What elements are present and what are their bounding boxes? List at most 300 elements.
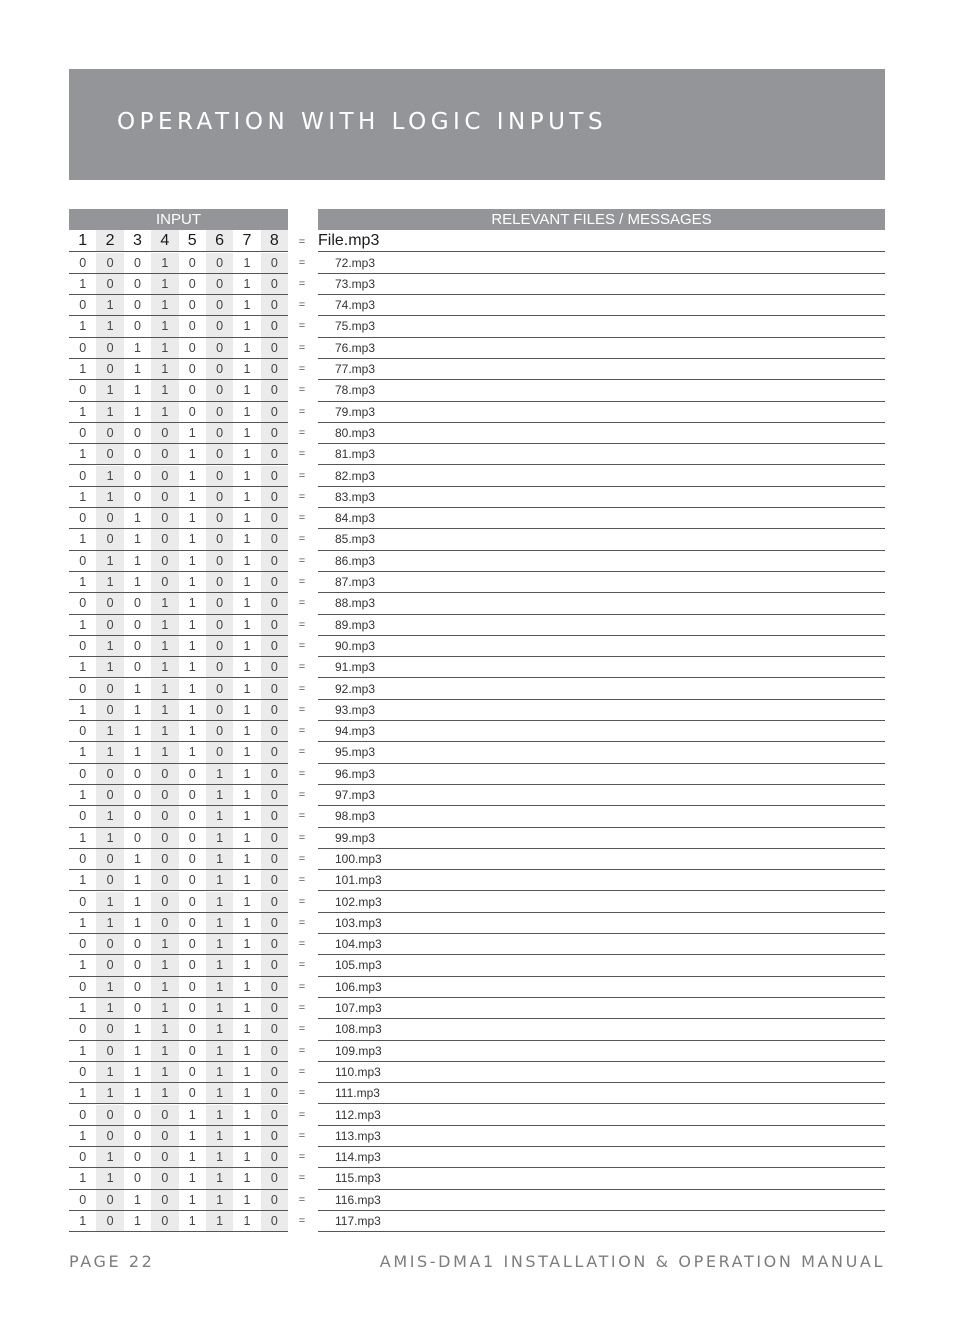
file-cell — [318, 1105, 885, 1126]
input-bit: 0 — [79, 1022, 87, 1037]
title-banner — [69, 69, 885, 180]
file-name: 111.mp3 — [335, 1086, 380, 1101]
input-bit: 1 — [133, 340, 141, 355]
input-bit: 1 — [133, 1064, 141, 1079]
table-row — [69, 466, 885, 487]
input-bit: 1 — [151, 359, 178, 380]
input-bit: 1 — [79, 447, 87, 462]
table-row — [69, 721, 885, 742]
input-bit: 1 — [79, 489, 87, 504]
input-bit: 1 — [133, 681, 141, 696]
equals-sign: = — [298, 576, 306, 588]
input-bit: 0 — [151, 1126, 178, 1147]
input-bit: 1 — [243, 1171, 251, 1186]
input-bit: 0 — [261, 636, 288, 657]
input-bit: 1 — [206, 913, 233, 934]
input-bit: 0 — [261, 955, 288, 976]
input-bit: 0 — [261, 529, 288, 550]
equals-sign: = — [298, 1193, 306, 1206]
input-bit: 0 — [188, 340, 196, 355]
input-bit: 1 — [96, 487, 123, 508]
input-bit: 0 — [96, 955, 123, 976]
table-row — [69, 423, 885, 444]
table-row — [69, 402, 885, 423]
input-bit: 0 — [206, 721, 233, 742]
bit-cells — [69, 508, 288, 529]
input-bit: 1 — [151, 977, 178, 998]
input-bit: 0 — [188, 1086, 196, 1101]
input-bit: 1 — [79, 532, 87, 547]
table-row — [69, 742, 885, 763]
input-bit: 1 — [188, 575, 196, 589]
input-bit: 1 — [206, 764, 233, 785]
input-bit: 1 — [96, 1168, 123, 1189]
input-bit: 1 — [243, 532, 251, 547]
input-bit: 0 — [96, 679, 123, 700]
file-name: 85.mp3 — [335, 532, 376, 547]
input-bit: 0 — [261, 870, 288, 891]
input-bit: 0 — [133, 468, 141, 483]
input-bit: 0 — [79, 979, 87, 994]
input-bit: 0 — [206, 700, 233, 721]
input-bit: 1 — [151, 955, 178, 976]
input-bit: 1 — [188, 1107, 196, 1122]
file-name: 80.mp3 — [335, 425, 376, 440]
file-name: 75.mp3 — [335, 319, 376, 334]
input-bit: 1 — [96, 657, 123, 678]
input-bit: 1 — [79, 404, 87, 419]
file-name: 105.mp3 — [335, 958, 382, 973]
input-bit: 1 — [79, 1171, 87, 1186]
file-cell — [318, 679, 885, 700]
equals-sign: = — [298, 554, 306, 567]
equals-sign: = — [298, 852, 306, 865]
input-bit: 0 — [261, 1083, 288, 1104]
table-row — [69, 1190, 885, 1211]
input-bit: 0 — [206, 742, 233, 763]
input-bit: 1 — [96, 380, 123, 401]
table-row — [69, 828, 885, 849]
table-row — [69, 359, 885, 380]
input-bit: 1 — [188, 638, 196, 653]
input-bit: 1 — [243, 383, 251, 398]
equals-sign: = — [298, 384, 306, 397]
input-bit: 0 — [188, 851, 196, 866]
input-bit: 1 — [151, 338, 178, 359]
bit-cells — [69, 1147, 288, 1168]
input-bit: 0 — [151, 444, 178, 465]
file-cell — [318, 721, 885, 742]
input-bit: 0 — [206, 529, 233, 550]
bit-cells — [69, 892, 288, 913]
input-bit: 0 — [151, 551, 178, 572]
input-bit: 0 — [188, 788, 196, 802]
input-bit: 1 — [96, 828, 123, 849]
input-bit: 1 — [133, 511, 141, 526]
file-cell — [318, 1126, 885, 1147]
input-bit: 0 — [96, 615, 123, 636]
input-bit: 1 — [243, 979, 251, 994]
input-bit: 1 — [79, 958, 87, 973]
input-bit: 1 — [206, 1041, 233, 1062]
input-bit: 1 — [133, 553, 141, 568]
input-bit: 1 — [79, 660, 87, 675]
input-bit: 1 — [133, 575, 141, 589]
input-bit: 0 — [206, 316, 233, 337]
table-row — [69, 1083, 885, 1104]
input-bit: 1 — [206, 892, 233, 913]
file-name: 106.mp3 — [335, 979, 382, 994]
input-bit: 0 — [261, 1019, 288, 1040]
input-bit: 0 — [96, 1041, 123, 1062]
input-bit: 0 — [261, 1041, 288, 1062]
file-cell — [318, 359, 885, 380]
input-bit: 0 — [206, 572, 233, 593]
input-bit: 0 — [188, 298, 196, 313]
input-bit: 0 — [261, 466, 288, 487]
input-bit: 1 — [79, 873, 87, 888]
file-cell — [318, 934, 885, 955]
bit-cells — [69, 316, 288, 337]
input-bit: 0 — [133, 1150, 141, 1165]
equals-sign: = — [298, 661, 306, 674]
input-bit: 1 — [243, 851, 251, 866]
equals-sign: = — [298, 703, 306, 716]
equals-sign: = — [298, 1172, 306, 1185]
input-bit: 0 — [206, 402, 233, 423]
input-bit: 1 — [188, 425, 196, 440]
input-bit: 0 — [151, 508, 178, 529]
table-row — [69, 572, 885, 593]
file-name: 82.mp3 — [335, 468, 376, 483]
input-bit: 1 — [243, 617, 251, 632]
input-bit: 0 — [261, 572, 288, 593]
input-bit: 0 — [261, 1190, 288, 1211]
input-bit: 1 — [79, 745, 87, 760]
input-bit: 0 — [96, 274, 123, 295]
input-bit: 0 — [133, 830, 141, 845]
input-bit: 0 — [79, 255, 87, 270]
table-row — [69, 380, 885, 401]
table-row — [69, 316, 885, 337]
input-bit: 1 — [133, 1214, 141, 1228]
input-bit: 0 — [261, 679, 288, 700]
input-bit: 1 — [243, 830, 251, 845]
input-bit: 0 — [261, 316, 288, 337]
input-bit: 0 — [261, 359, 288, 380]
file-cell — [318, 444, 885, 465]
input-bit: 1 — [151, 615, 178, 636]
file-name: 72.mp3 — [335, 255, 376, 270]
input-bit: 1 — [79, 915, 87, 930]
input-bit: 0 — [261, 1147, 288, 1168]
file-cell — [318, 274, 885, 295]
input-bit: 0 — [261, 274, 288, 295]
file-name: 113.mp3 — [335, 1128, 381, 1143]
input-bit: 1 — [243, 575, 251, 589]
bit-cells — [69, 529, 288, 550]
input-bit: 1 — [243, 660, 251, 675]
input-bit: 1 — [96, 572, 123, 593]
input-bit: 0 — [206, 253, 233, 274]
equals-sign: = — [298, 512, 306, 525]
input-bit: 0 — [96, 700, 123, 721]
input-number-cells — [69, 230, 288, 252]
input-bit: 1 — [243, 298, 251, 313]
input-bit: 1 — [151, 380, 178, 401]
file-name: 108.mp3 — [335, 1022, 382, 1037]
bit-cells — [69, 764, 288, 785]
input-bit: 0 — [133, 638, 141, 653]
table-row — [69, 508, 885, 529]
input-bit: 0 — [96, 934, 123, 955]
input-bit: 1 — [151, 402, 178, 423]
input-bit: 1 — [79, 319, 87, 334]
equals-sign: = — [298, 320, 306, 333]
file-cell — [318, 253, 885, 274]
input-bit: 1 — [206, 1147, 233, 1168]
input-bit: 0 — [261, 700, 288, 721]
file-cell — [318, 572, 885, 593]
table-row — [69, 913, 885, 934]
input-bit: 0 — [133, 489, 141, 504]
file-cell — [318, 1168, 885, 1189]
input-bit: 1 — [133, 532, 141, 547]
input-bit: 0 — [133, 319, 141, 334]
input-bit: 0 — [79, 511, 87, 526]
input-bit: 1 — [188, 660, 196, 675]
input-bit: 0 — [261, 615, 288, 636]
input-number: 7 — [242, 232, 252, 249]
input-bit: 0 — [188, 766, 196, 781]
input-bit: 0 — [188, 276, 196, 291]
table-row — [69, 700, 885, 721]
input-bit: 0 — [261, 849, 288, 870]
input-bit: 0 — [151, 466, 178, 487]
input-bit: 1 — [151, 316, 178, 337]
table-row — [69, 764, 885, 785]
file-cell — [318, 529, 885, 550]
manual-title: AMIS-DMA1 INSTALLATION & OPERATION MANUAL — [379, 1252, 885, 1271]
input-bit: 0 — [151, 828, 178, 849]
input-bit: 0 — [96, 529, 123, 550]
input-bit: 0 — [79, 298, 87, 313]
table-row — [69, 1147, 885, 1168]
input-bit: 1 — [243, 702, 251, 717]
table-row — [69, 615, 885, 636]
bit-cells — [69, 274, 288, 295]
input-bit: 0 — [96, 338, 123, 359]
input-bit: 0 — [188, 1001, 196, 1015]
input-bit: 1 — [79, 702, 87, 717]
input-bit: 1 — [188, 1150, 196, 1165]
input-bit: 0 — [206, 295, 233, 316]
input-bit: 0 — [261, 657, 288, 678]
input-bit: 0 — [79, 1192, 87, 1207]
input-bit: 0 — [206, 593, 233, 614]
equals-sign: = — [298, 1215, 306, 1227]
input-bit: 0 — [188, 937, 196, 952]
file-cell — [318, 316, 885, 337]
input-bit: 1 — [133, 851, 141, 866]
input-bit: 0 — [261, 998, 288, 1019]
input-bit: 1 — [243, 489, 251, 504]
input-bit: 0 — [79, 596, 87, 611]
table-row — [69, 253, 885, 274]
input-bit: 1 — [188, 447, 196, 462]
input-bit: 1 — [243, 255, 251, 270]
file-name: 98.mp3 — [335, 809, 376, 824]
input-bit: 0 — [96, 359, 123, 380]
equals-sign: = — [298, 682, 306, 695]
input-bit: 0 — [206, 444, 233, 465]
page-number: PAGE 22 — [69, 1252, 155, 1271]
input-bit: 1 — [243, 276, 251, 291]
input-bit: 1 — [206, 849, 233, 870]
equals-sign: = — [298, 639, 306, 652]
bit-cells — [69, 679, 288, 700]
input-bit: 1 — [188, 1214, 196, 1228]
file-cell — [318, 913, 885, 934]
input-bit: 0 — [206, 657, 233, 678]
input-bit: 0 — [206, 508, 233, 529]
input-bit: 0 — [188, 915, 196, 930]
input-bit: 0 — [79, 425, 87, 440]
input-bit: 0 — [79, 809, 87, 824]
bit-cells — [69, 721, 288, 742]
bit-cells — [69, 1211, 288, 1232]
input-bit: 0 — [133, 617, 141, 632]
input-bit: 0 — [261, 444, 288, 465]
file-name: 109.mp3 — [335, 1043, 382, 1058]
input-bit: 0 — [261, 1126, 288, 1147]
input-bit: 0 — [96, 1190, 123, 1211]
input-bit: 1 — [206, 828, 233, 849]
input-bit: 1 — [243, 1214, 251, 1228]
input-bit: 1 — [96, 977, 123, 998]
input-bit: 1 — [96, 295, 123, 316]
input-bit: 0 — [79, 1107, 87, 1122]
input-bit: 1 — [79, 617, 87, 632]
input-bit: 0 — [133, 425, 141, 440]
input-bit: 0 — [133, 276, 141, 291]
bit-cells — [69, 551, 288, 572]
input-bit: 1 — [188, 596, 196, 611]
bit-cells — [69, 1105, 288, 1126]
input-bit: 1 — [243, 1064, 251, 1079]
input-bit: 1 — [188, 489, 196, 504]
equals-sign: = — [298, 1129, 306, 1142]
input-bit: 1 — [96, 1083, 123, 1104]
input-bit: 0 — [79, 638, 87, 653]
file-cell — [318, 593, 885, 614]
equals-sign: = — [298, 1108, 306, 1121]
equals-sign: = — [298, 533, 306, 546]
input-bit: 0 — [96, 508, 123, 529]
bit-cells — [69, 785, 288, 806]
input-bit: 1 — [243, 958, 251, 973]
file-cell — [318, 700, 885, 721]
bit-cells — [69, 572, 288, 593]
input-bit: 0 — [261, 785, 288, 806]
input-bit: 0 — [261, 828, 288, 849]
input-bit: 1 — [151, 253, 178, 274]
input-bit: 0 — [133, 766, 141, 781]
file-name: 91.mp3 — [335, 660, 376, 675]
input-bit: 1 — [243, 1150, 251, 1165]
table-row — [69, 870, 885, 891]
equals-sign: = — [298, 874, 306, 887]
input-number: 3 — [132, 232, 142, 249]
table-row — [69, 806, 885, 827]
table-row — [69, 892, 885, 913]
equals-sign: = — [298, 341, 306, 354]
input-bit: 1 — [151, 593, 178, 614]
input-bit: 0 — [188, 362, 196, 376]
bit-cells — [69, 1083, 288, 1104]
input-bit: 1 — [188, 1128, 196, 1143]
input-bit: 1 — [206, 1211, 233, 1232]
table-row — [69, 1041, 885, 1062]
input-bit: 1 — [96, 998, 123, 1019]
equals-sign: = — [298, 469, 306, 482]
file-name: 94.mp3 — [335, 724, 376, 739]
equals-sign: = — [298, 1087, 306, 1100]
file-name: 88.mp3 — [335, 596, 376, 611]
equals-sign: = — [298, 789, 306, 801]
table-row — [69, 444, 885, 465]
input-bit: 1 — [151, 700, 178, 721]
input-bit: 1 — [133, 362, 141, 376]
input-bit: 0 — [261, 551, 288, 572]
file-cell — [318, 955, 885, 976]
bit-cells — [69, 615, 288, 636]
bit-cells — [69, 1126, 288, 1147]
file-name: 73.mp3 — [335, 276, 376, 291]
input-bit: 1 — [243, 894, 251, 909]
input-bit: 0 — [188, 979, 196, 994]
input-bit: 1 — [151, 742, 178, 763]
input-bit: 1 — [243, 638, 251, 653]
file-name: 79.mp3 — [335, 404, 376, 419]
input-bit: 0 — [133, 809, 141, 824]
input-bit: 0 — [79, 724, 87, 739]
equals-sign: = — [298, 618, 306, 631]
input-bit: 0 — [151, 1105, 178, 1126]
equals-sign: = — [298, 405, 306, 418]
bit-cells — [69, 1190, 288, 1211]
file-cell — [318, 338, 885, 359]
file-header-cell — [318, 230, 885, 252]
input-bit: 0 — [188, 319, 196, 334]
equals-sign: = — [298, 448, 306, 461]
input-bit: 0 — [79, 851, 87, 866]
file-name: 103.mp3 — [335, 915, 382, 930]
file-cell — [318, 423, 885, 444]
file-name: 112.mp3 — [335, 1107, 381, 1122]
bit-cells — [69, 253, 288, 274]
equals-sign: = — [298, 1065, 306, 1078]
input-bit: 1 — [243, 511, 251, 526]
input-bit: 0 — [261, 764, 288, 785]
input-bit: 1 — [96, 1062, 123, 1083]
file-name: 86.mp3 — [335, 553, 376, 568]
input-bit: 0 — [79, 894, 87, 909]
input-bit: 0 — [133, 979, 141, 994]
file-name: 116.mp3 — [335, 1192, 381, 1207]
input-bit: 0 — [79, 1150, 87, 1165]
input-bit: 0 — [261, 295, 288, 316]
